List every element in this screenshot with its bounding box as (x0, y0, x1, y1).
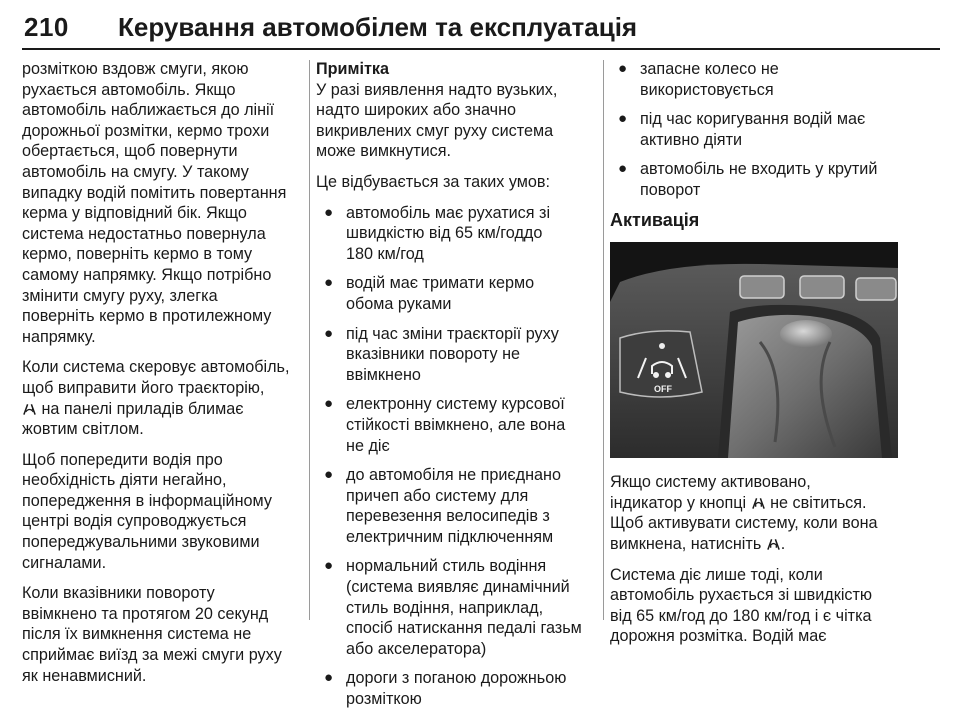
page-number: 210 (24, 12, 69, 42)
note: Примітка У разі виявлення надто вузьких, надто широких або значно викривлених смуг руху система може вимкнутися. (316, 59, 596, 162)
console-button-icon (856, 278, 896, 300)
column-2 (316, 59, 596, 719)
conditions-list-continued (610, 59, 900, 201)
list-item: ● до автомобіля не приєднано причеп або систему для перевезення велосипедів з електричним підключенням (324, 466, 561, 546)
list-item: ● дороги з поганою дорожньою розміткою (324, 669, 567, 709)
bullet-icon: ● (324, 395, 334, 413)
list-item: ● автомобіль не входить у крутий поворот (618, 160, 878, 199)
paragraph: Щоб попередити водія про необхідність діяти негайно, попередження в інформаційному центрі водія супроводжується попереджувальними звуковими сигналами. (22, 450, 272, 572)
console-button-icon (800, 276, 844, 298)
bullet-icon: ● (324, 274, 334, 292)
list-item: ● запасне колесо не використовується (618, 60, 779, 99)
section-title: Активація (610, 209, 700, 230)
bullet-icon: ● (618, 60, 628, 77)
paragraph: Коли вказівники повороту ввімкнено та протягом 20 секунд після їх вимкнення система не сприймає виїзд за межі смуги руху як ненавмисний. (22, 584, 282, 685)
list-item: ● електронну систему курсової стійкості ввімкнено, але вона не діє (324, 395, 566, 455)
conditions-list (316, 203, 596, 710)
list-item: ● автомобіль має рухатися зі швидкістю від 65 км/годдо 180 км/год (324, 203, 551, 263)
bullet-icon: ● (324, 203, 334, 221)
button-off-label: OFF (654, 384, 672, 395)
bullet-icon: ● (324, 466, 334, 484)
intro-text: Це відбувається за таких умов: (316, 172, 551, 191)
list-item: ● водій має тримати кермо обома руками (324, 274, 535, 313)
indicator-led-icon (659, 343, 665, 349)
paragraph: розміткою вздовж смуги, якою рухається автомобіль. Якщо автомобіль наближається до лінії дорожньої розмітки, кермо трохи обертається, щоб повернути автомобіль на смугу. У такому випадку водій помітить повертання керма у відповідний бік. Якщо система недостатньо повернула кермо, поверніть кермо в тому самому напрямку. Якщо потрібно змінити смугу руху, злегка поверніть кермо в протилежному напрямку. (22, 60, 287, 346)
page-title: Керування автомобілем та експлуатація (118, 12, 638, 42)
list-item: ● під час зміни траєкторії руху вказівники повороту не ввімкнено (324, 324, 559, 384)
gear-knob-icon (780, 320, 832, 348)
column-divider (603, 60, 604, 620)
page-header (22, 4, 940, 50)
list-item: ● під час коригування водій має активно діяти (618, 110, 866, 149)
column-1 (22, 59, 304, 696)
bullet-icon: ● (324, 324, 334, 342)
bullet-icon: ● (324, 669, 334, 687)
paragraph: Система діє лише тоді, коли автомобіль рухається зі швидкістю від 65 км/год до 180 км/год і є чітка дорожня розмітка. Водій має (610, 565, 873, 646)
lane-keep-assist-icon (751, 496, 766, 510)
bullet-icon: ● (324, 557, 334, 575)
note-title: Примітка (316, 60, 389, 78)
paragraph: Коли система скеровує автомобіль, щоб виправити його траєкторію, на панелі приладів блимає жовтим світлом. (22, 358, 290, 439)
console-button-icon (740, 276, 784, 298)
lane-keep-assist-icon (766, 537, 781, 551)
bullet-icon: ● (618, 110, 628, 128)
lane-keep-assist-icon (22, 402, 37, 416)
console-illustration (610, 242, 898, 458)
console-photo (610, 242, 898, 458)
list-item: ● нормальний стиль водіння (система виявляє динамічний стиль водіння, наприклад, спосіб натискання педалі газьм або акселератора) (324, 557, 582, 658)
bullet-icon: ● (618, 160, 628, 178)
paragraph: Якщо систему активовано, індикатор у кнопці не світиться. Щоб активувати систему, коли вона вимкнена, натисніть . (610, 473, 878, 553)
column-divider (309, 60, 310, 620)
column-3 (610, 59, 900, 657)
